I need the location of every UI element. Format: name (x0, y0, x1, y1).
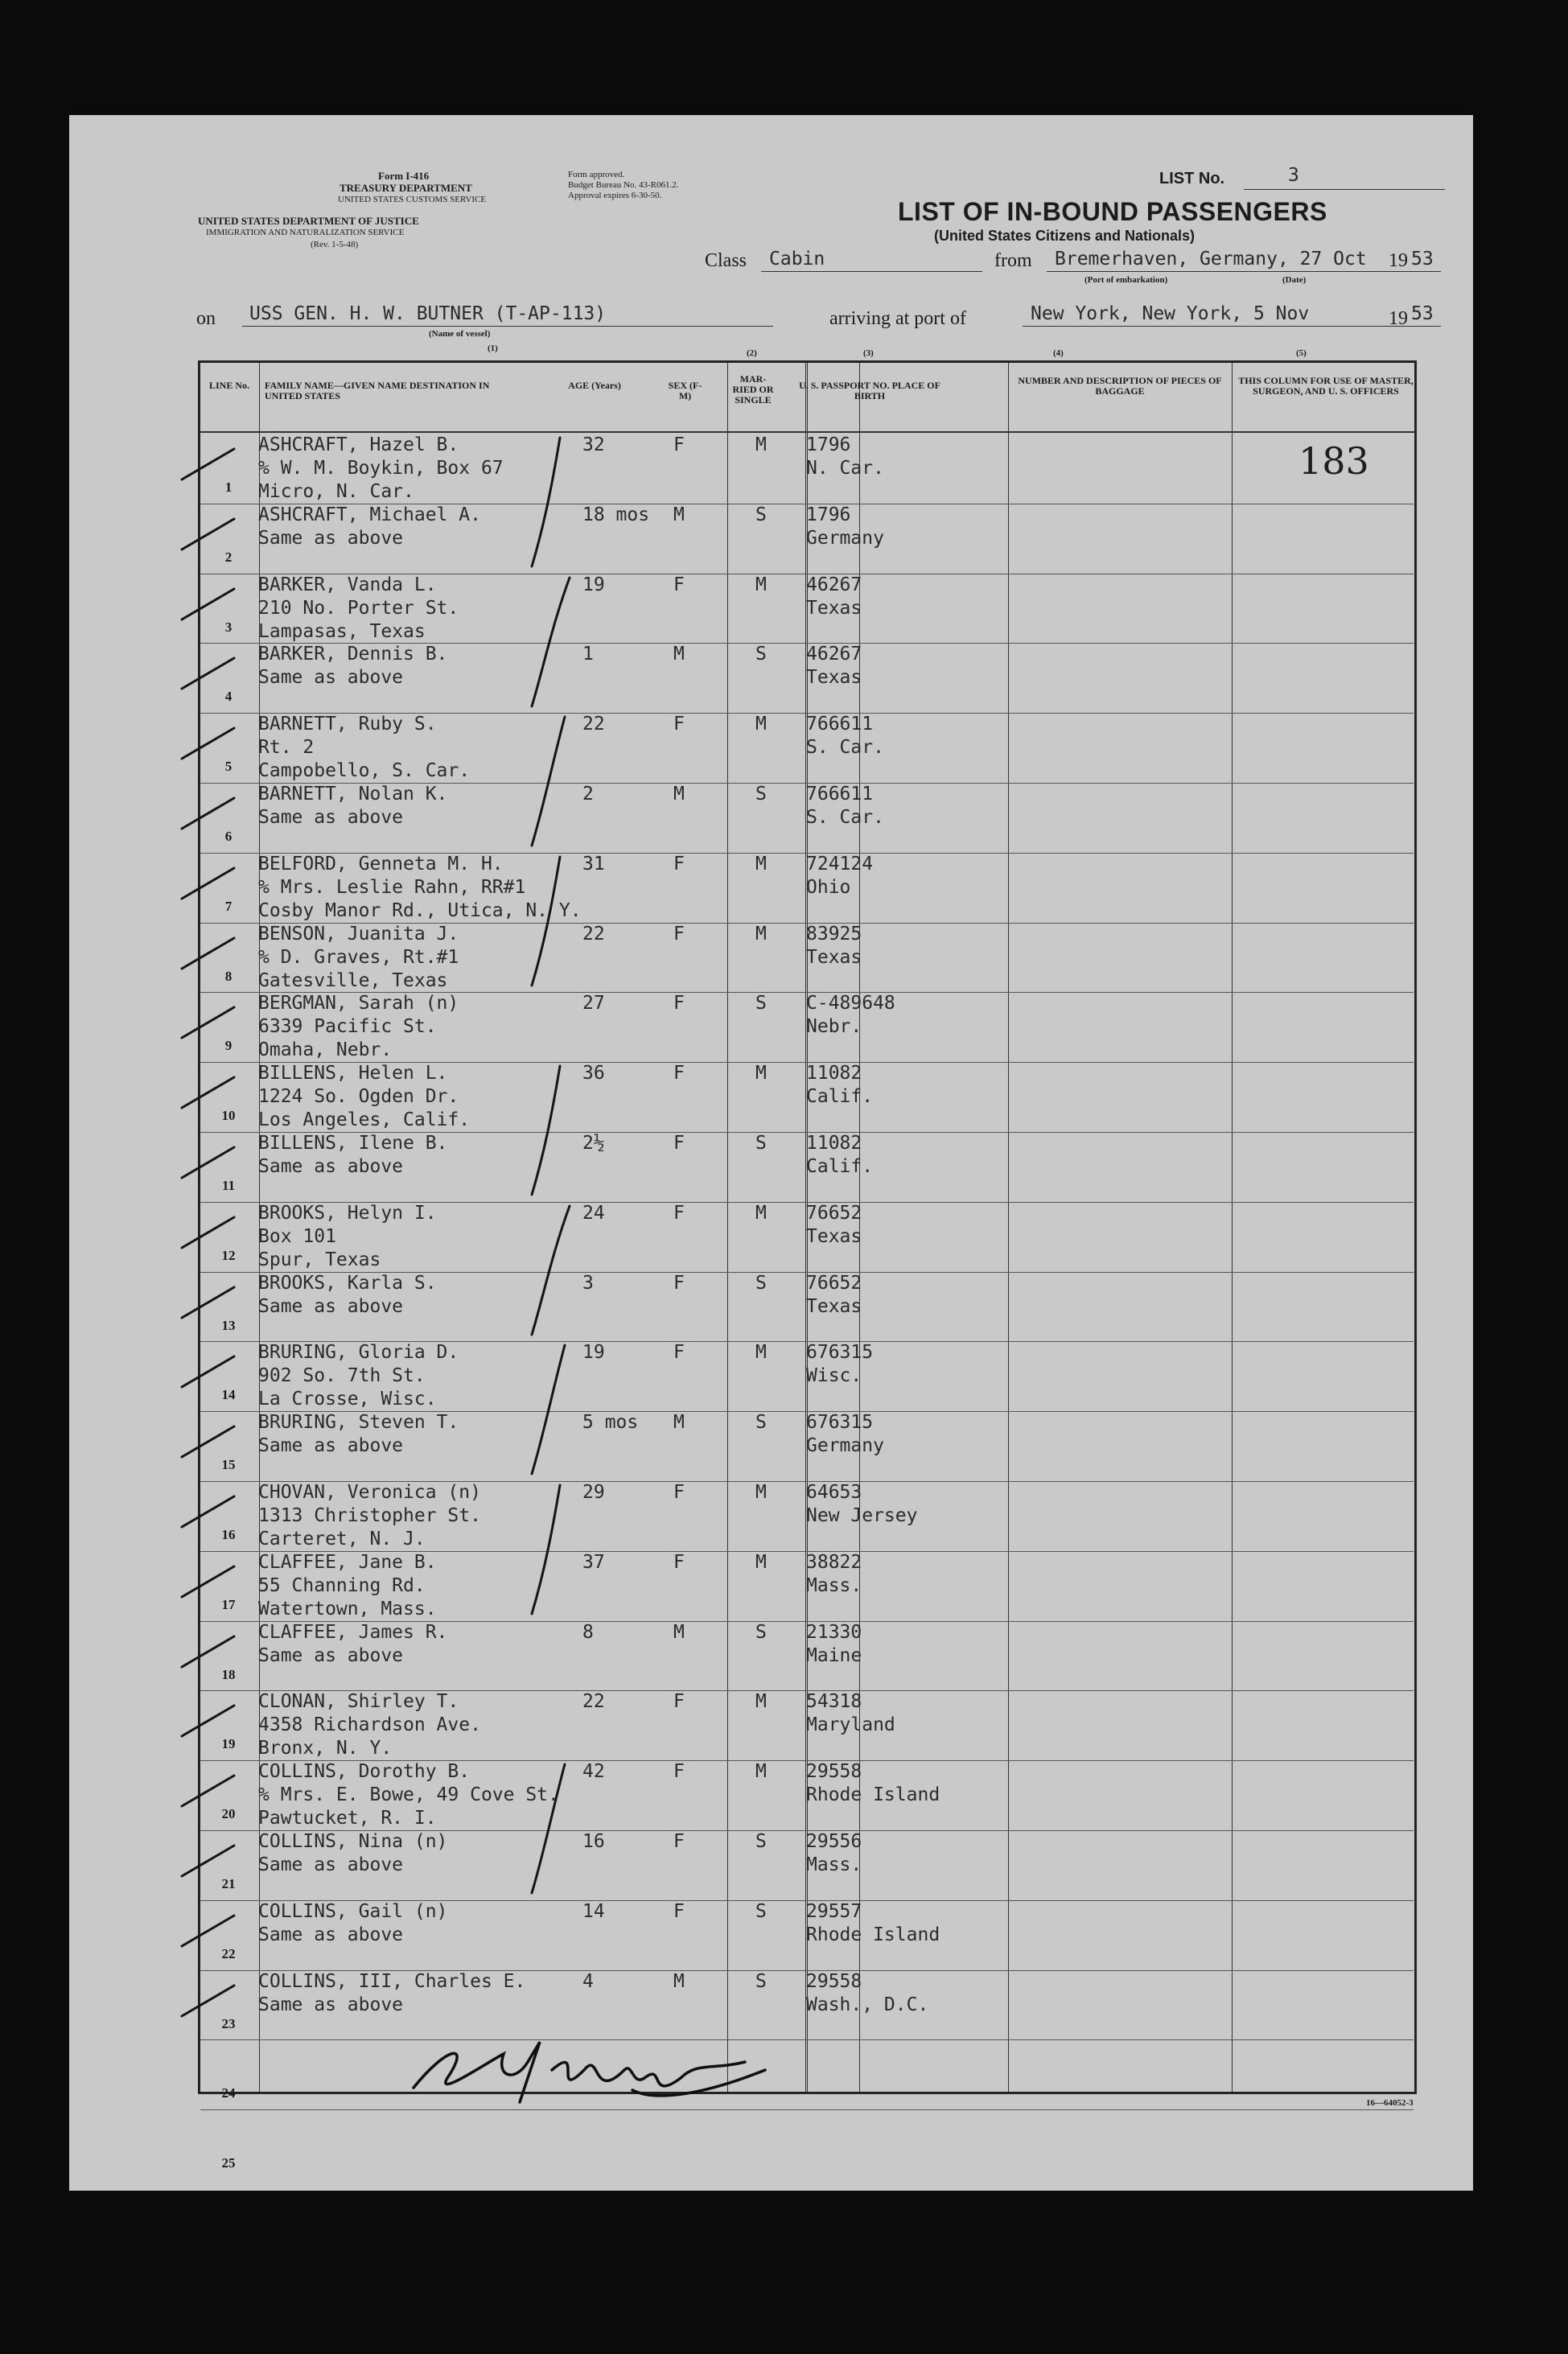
check-mark (182, 1776, 234, 1806)
passenger-name: COLLINS, Dorothy B. (258, 1761, 471, 1782)
destination-line: 1313 Christopher St. (258, 1505, 481, 1526)
on-label: on (196, 308, 216, 329)
passenger-name: BARNETT, Nolan K. (258, 784, 448, 805)
check-mark (182, 1566, 234, 1597)
passenger-age: 27 (582, 993, 605, 1014)
place-of-birth: Rhode Island (806, 1924, 940, 1945)
line-number: 10 (221, 1108, 236, 1123)
line-number: 19 (221, 1736, 236, 1751)
destination-line: Omaha, Nebr. (258, 1039, 393, 1060)
check-mark (182, 1426, 234, 1457)
passenger-sex: M (673, 1622, 685, 1643)
approval-line-1: Form approved. (568, 170, 625, 179)
footer-code: 16—64052-3 (1366, 2098, 1414, 2108)
destination-line: Rt. 2 (258, 737, 315, 758)
colno-officers: (5) (1296, 348, 1307, 358)
header-age: AGE (Years) (568, 380, 621, 391)
customs-service: UNITED STATES CUSTOMS SERVICE (338, 195, 487, 204)
passenger-name: BROOKS, Helyn I. (258, 1203, 437, 1224)
destination-line: Same as above (258, 807, 404, 828)
check-mark (182, 1916, 234, 1946)
passport-number: 76652 (806, 1203, 862, 1224)
passenger-age: 5 mos (582, 1412, 639, 1433)
destination-line: Watertown, Mass. (258, 1599, 437, 1619)
header-married: MAR-RIED OR SINGLE (732, 373, 774, 405)
passenger-name: ASHCRAFT, Michael A. (258, 504, 481, 525)
check-mark (182, 658, 234, 689)
marital-status: S (755, 1412, 767, 1433)
passenger-age: 19 (582, 574, 605, 595)
passenger-sex: F (673, 1273, 685, 1294)
passenger-age: 22 (582, 714, 605, 735)
passenger-sex: M (673, 1971, 685, 1992)
family-bracket-mark (532, 1485, 560, 1614)
place-of-birth: Calif. (806, 1156, 874, 1177)
destination-line: 4358 Richardson Ave. (258, 1714, 481, 1735)
destination-line: Micro, N. Car. (258, 481, 414, 502)
passenger-manifest-page (69, 115, 1473, 2191)
passport-number: C-489648 (806, 993, 895, 1014)
year-prefix-2: 19 (1389, 308, 1408, 329)
place-of-birth: N. Car. (806, 458, 884, 479)
line-number: 14 (221, 1387, 236, 1402)
vessel-name: USS GEN. H. W. BUTNER (T-AP-113) (249, 303, 607, 324)
passenger-name: BILLENS, Ilene B. (258, 1133, 448, 1154)
year-prefix-1: 19 (1389, 250, 1408, 271)
passenger-name: CHOVAN, Veronica (n) (258, 1482, 481, 1503)
passport-number: 29558 (806, 1761, 862, 1782)
marital-status: M (755, 434, 767, 455)
marital-status: S (755, 1971, 767, 1992)
passenger-sex: M (673, 784, 685, 805)
passenger-sex: M (673, 1412, 685, 1433)
destination-line: Same as above (258, 1924, 404, 1945)
check-mark (182, 1636, 234, 1667)
from-label: from (994, 250, 1032, 271)
check-mark (182, 1287, 234, 1318)
family-bracket-mark (532, 857, 560, 986)
check-mark (182, 449, 234, 479)
passenger-sex: F (673, 1901, 685, 1922)
passport-number: 11082 (806, 1133, 862, 1154)
colno-baggage: (4) (1053, 348, 1064, 358)
passport-number: 676315 (806, 1412, 874, 1433)
destination-line: Box 101 (258, 1226, 336, 1247)
port-embark-caption: (Port of embarkation) (1084, 275, 1168, 285)
marital-status: M (755, 1063, 767, 1084)
passport-number: 676315 (806, 1342, 874, 1363)
passenger-sex: F (673, 1482, 685, 1503)
passport-number: 46267 (806, 574, 862, 595)
arrival-port: New York, New York, 5 Nov (1031, 303, 1310, 324)
year-value-1: 53 (1411, 249, 1434, 270)
passenger-age: 32 (582, 434, 605, 455)
passenger-name: BRURING, Steven T. (258, 1412, 459, 1433)
passenger-age: 16 (582, 1831, 605, 1852)
passenger-name: BENSON, Juanita J. (258, 924, 459, 944)
destination-line: Bronx, N. Y. (258, 1738, 393, 1759)
marital-status: S (755, 1901, 767, 1922)
passport-number: 766611 (806, 714, 874, 735)
date-caption: (Date) (1282, 275, 1307, 285)
passenger-sex: F (673, 1063, 685, 1084)
header-officers: THIS COLUMN FOR USE OF MASTER, SURGEON, AND U. S. OFFICERS (1238, 375, 1414, 397)
check-mark (182, 1846, 234, 1876)
passenger-sex: F (673, 434, 685, 455)
passport-number: 1796 (806, 504, 851, 525)
passenger-name: BERGMAN, Sarah (n) (258, 993, 459, 1014)
passport-number: 46267 (806, 644, 862, 665)
place-of-birth: Germany (806, 1435, 884, 1456)
passport-number: 83925 (806, 924, 862, 944)
place-of-birth: Mass. (806, 1854, 862, 1875)
passport-number: 64653 (806, 1482, 862, 1503)
family-bracket-mark (532, 1206, 570, 1335)
passenger-name: BILLENS, Helen L. (258, 1063, 448, 1084)
destination-line: Spur, Texas (258, 1249, 381, 1270)
passport-number: 38822 (806, 1552, 862, 1573)
check-mark (182, 1147, 234, 1178)
check-mark (182, 728, 234, 759)
passport-number: 76652 (806, 1273, 862, 1294)
place-of-birth: Maine (806, 1645, 862, 1666)
place-of-birth: Nebr. (806, 1016, 862, 1037)
passenger-sex: M (673, 644, 685, 665)
line-number: 4 (224, 689, 233, 704)
place-of-birth: Maryland (806, 1714, 895, 1735)
place-of-birth: Texas (806, 667, 862, 688)
line-number: 17 (221, 1597, 236, 1612)
place-of-birth: Rhode Island (806, 1784, 940, 1805)
vessel-caption: (Name of vessel) (429, 329, 491, 339)
passenger-sex: F (673, 924, 685, 944)
passenger-age: 22 (582, 1691, 605, 1712)
check-mark (182, 1356, 234, 1387)
colno-married: (2) (747, 348, 757, 358)
passenger-name: BARKER, Vanda L. (258, 574, 437, 595)
destination-line: Same as above (258, 1296, 404, 1317)
marital-status: S (755, 1831, 767, 1852)
line-number: 6 (224, 829, 233, 844)
destination-line: 210 No. Porter St. (258, 598, 459, 619)
passenger-sex: M (673, 504, 685, 525)
class-value: Cabin (769, 249, 825, 270)
ins-service: IMMIGRATION AND NATURALIZATION SERVICE (206, 228, 405, 237)
passenger-sex: F (673, 1342, 685, 1363)
officer-note-number: 183 (1298, 439, 1369, 483)
form-number: Form I-416 (378, 170, 430, 182)
place-of-birth: Texas (806, 598, 862, 619)
passenger-name: BARNETT, Ruby S. (258, 714, 437, 735)
destination-line: Carteret, N. J. (258, 1529, 426, 1549)
family-bracket-mark (532, 1345, 565, 1474)
passenger-age: 4 (582, 1971, 594, 1992)
destination-line: Gatesville, Texas (258, 970, 448, 991)
place-of-birth: Calif. (806, 1086, 874, 1107)
place-of-birth: S. Car. (806, 737, 884, 758)
passport-number: 766611 (806, 784, 874, 805)
arriving-label: arriving at port of (829, 308, 966, 329)
check-mark (182, 938, 234, 969)
destination-line: % W. M. Boykin, Box 67 (258, 458, 504, 479)
page-subtitle: (United States Citizens and Nationals) (934, 228, 1196, 244)
passenger-name: BELFORD, Genneta M. H. (258, 854, 504, 875)
line-number: 2 (224, 549, 233, 565)
marital-status: M (755, 854, 767, 875)
passenger-name: COLLINS, Gail (n) (258, 1901, 448, 1922)
destination-line: Los Angeles, Calif. (258, 1109, 471, 1130)
justice-dept: UNITED STATES DEPARTMENT OF JUSTICE (198, 215, 419, 227)
destination-line: Lampasas, Texas (258, 621, 426, 642)
pen-marks (69, 115, 1473, 2191)
list-no-value: 3 (1288, 165, 1299, 186)
marital-status: S (755, 1133, 767, 1154)
passenger-name: BARKER, Dennis B. (258, 644, 448, 665)
passenger-name: COLLINS, III, Charles E. (258, 1971, 526, 1992)
passenger-age: 24 (582, 1203, 605, 1224)
from-value: Bremerhaven, Germany, 27 Oct (1055, 249, 1367, 270)
passenger-age: 14 (582, 1901, 605, 1922)
passport-number: 29558 (806, 1971, 862, 1992)
header-passport: U. S. PASSPORT NO. PLACE OF BIRTH (799, 380, 940, 401)
marital-status: S (755, 784, 767, 805)
colno-passport: (3) (863, 348, 874, 358)
passenger-name: ASHCRAFT, Hazel B. (258, 434, 459, 455)
line-number: 12 (221, 1248, 236, 1263)
header-line-no: LINE No. (208, 380, 249, 391)
line-number: 16 (221, 1527, 236, 1542)
passenger-sex: F (673, 1691, 685, 1712)
line-number: 21 (221, 1876, 236, 1891)
passenger-sex: F (673, 574, 685, 595)
approval-line-2: Budget Bureau No. 43-R061.2. (568, 180, 679, 190)
family-bracket-mark (532, 438, 560, 566)
passenger-age: 8 (582, 1622, 594, 1643)
line-number: 5 (224, 759, 233, 774)
family-bracket-mark (532, 1066, 560, 1195)
family-bracket-mark (532, 717, 565, 846)
destination-line: 1224 So. Ogden Dr. (258, 1086, 459, 1107)
revision-date: (Rev. 1-5-48) (311, 240, 359, 249)
passport-number: 1796 (806, 434, 851, 455)
marital-status: S (755, 1273, 767, 1294)
passport-number: 29556 (806, 1831, 862, 1852)
list-no-label: LIST No. (1159, 170, 1225, 187)
check-mark (182, 868, 234, 899)
marital-status: M (755, 1761, 767, 1782)
passenger-age: 22 (582, 924, 605, 944)
check-mark (182, 1077, 234, 1108)
marital-status: M (755, 574, 767, 595)
destination-line: 902 So. 7th St. (258, 1365, 426, 1386)
destination-line: Campobello, S. Car. (258, 760, 471, 781)
check-mark (182, 1986, 234, 2016)
treasury-dept: TREASURY DEPARTMENT (340, 182, 472, 194)
passport-number: 21330 (806, 1622, 862, 1643)
place-of-birth: Texas (806, 947, 862, 968)
destination-line: Same as above (258, 1645, 404, 1666)
family-bracket-mark (532, 1764, 565, 1893)
place-of-birth: S. Car. (806, 807, 884, 828)
passenger-age: 18 mos (582, 504, 650, 525)
check-mark (182, 519, 234, 549)
approval-line-3: Approval expires 6-30-50. (568, 191, 662, 200)
check-mark (182, 1706, 234, 1736)
passport-number: 724124 (806, 854, 874, 875)
passenger-name: COLLINS, Nina (n) (258, 1831, 448, 1852)
passenger-name: CLAFFEE, James R. (258, 1622, 448, 1643)
check-mark (182, 1496, 234, 1527)
passenger-name: CLONAN, Shirley T. (258, 1691, 459, 1712)
family-bracket-mark (532, 578, 570, 706)
passenger-age: 2 (582, 784, 594, 805)
marital-status: M (755, 1552, 767, 1573)
place-of-birth: Wash., D.C. (806, 1994, 929, 2015)
year-value-2: 53 (1411, 303, 1434, 324)
vessel-colno: (1) (488, 344, 498, 353)
passenger-age: 42 (582, 1761, 605, 1782)
marital-status: M (755, 1342, 767, 1363)
place-of-birth: Ohio (806, 877, 851, 898)
passenger-age: 29 (582, 1482, 605, 1503)
passenger-age: 19 (582, 1342, 605, 1363)
destination-line: 55 Channing Rd. (258, 1575, 426, 1596)
destination-line: Same as above (258, 1994, 404, 2015)
line-number: 25 (221, 2155, 236, 2171)
destination-line: La Crosse, Wisc. (258, 1389, 437, 1410)
line-number: 7 (224, 899, 233, 914)
place-of-birth: Texas (806, 1296, 862, 1317)
destination-line: 6339 Pacific St. (258, 1016, 437, 1037)
destination-line: Same as above (258, 667, 404, 688)
destination-line: Same as above (258, 528, 404, 549)
passenger-name: CLAFFEE, Jane B. (258, 1552, 437, 1573)
passenger-age: 37 (582, 1552, 605, 1573)
header-baggage: NUMBER AND DESCRIPTION OF PIECES OF BAGGAGE (1018, 375, 1222, 397)
destination-line: Same as above (258, 1435, 404, 1456)
line-number: 18 (221, 1667, 236, 1682)
header-name: FAMILY NAME—GIVEN NAME DESTINATION IN UNITED STATES (265, 380, 490, 401)
passenger-name: BRURING, Gloria D. (258, 1342, 459, 1363)
line-number: 23 (221, 2016, 236, 2031)
marital-status: S (755, 504, 767, 525)
line-number: 20 (221, 1806, 236, 1821)
passenger-sex: F (673, 1203, 685, 1224)
destination-line: % Mrs. Leslie Rahn, RR#1 (258, 877, 526, 898)
place-of-birth: New Jersey (806, 1505, 918, 1526)
place-of-birth: Wisc. (806, 1365, 862, 1386)
passenger-age: 2½ (582, 1133, 605, 1154)
check-mark (182, 1007, 234, 1038)
class-label: Class (705, 250, 747, 271)
place-of-birth: Germany (806, 528, 884, 549)
destination-line: Cosby Manor Rd., Utica, N. Y. (258, 900, 582, 921)
passenger-age: 31 (582, 854, 605, 875)
line-number: 11 (221, 1178, 236, 1193)
passenger-sex: F (673, 1761, 685, 1782)
line-number: 24 (221, 2085, 236, 2101)
passenger-sex: F (673, 854, 685, 875)
marital-status: M (755, 1203, 767, 1224)
marital-status: M (755, 1691, 767, 1712)
marital-status: S (755, 993, 767, 1014)
line-number: 13 (221, 1318, 236, 1333)
marital-status: M (755, 714, 767, 735)
passport-number: 54318 (806, 1691, 862, 1712)
page-title: LIST OF IN-BOUND PASSENGERS (898, 197, 1327, 226)
line-number: 8 (224, 969, 233, 984)
passenger-age: 36 (582, 1063, 605, 1084)
check-mark (182, 1217, 234, 1248)
passenger-sex: F (673, 993, 685, 1014)
place-of-birth: Texas (806, 1226, 862, 1247)
passenger-name: BROOKS, Karla S. (258, 1273, 437, 1294)
place-of-birth: Mass. (806, 1575, 862, 1596)
marital-status: S (755, 1622, 767, 1643)
passenger-age: 1 (582, 644, 594, 665)
marital-status: M (755, 1482, 767, 1503)
signature (414, 2042, 765, 2102)
marital-status: M (755, 924, 767, 944)
destination-line: % D. Graves, Rt.#1 (258, 947, 459, 968)
passenger-sex: F (673, 1552, 685, 1573)
destination-line: Same as above (258, 1156, 404, 1177)
line-number: 15 (221, 1457, 236, 1472)
destination-line: % Mrs. E. Bowe, 49 Cove St. (258, 1784, 559, 1805)
passenger-age: 3 (582, 1273, 594, 1294)
line-number: 1 (224, 479, 233, 495)
line-number: 9 (224, 1038, 233, 1053)
passport-number: 29557 (806, 1901, 862, 1922)
marital-status: S (755, 644, 767, 665)
line-number: 22 (221, 1946, 236, 1961)
check-mark (182, 589, 234, 619)
header-sex: SEX (F-M) (668, 380, 702, 401)
line-number: 3 (224, 619, 233, 635)
passenger-sex: F (673, 1831, 685, 1852)
passenger-sex: F (673, 1133, 685, 1154)
destination-line: Same as above (258, 1854, 404, 1875)
passenger-sex: F (673, 714, 685, 735)
check-mark (182, 798, 234, 829)
destination-line: Pawtucket, R. I. (258, 1808, 437, 1829)
passport-number: 11082 (806, 1063, 862, 1084)
